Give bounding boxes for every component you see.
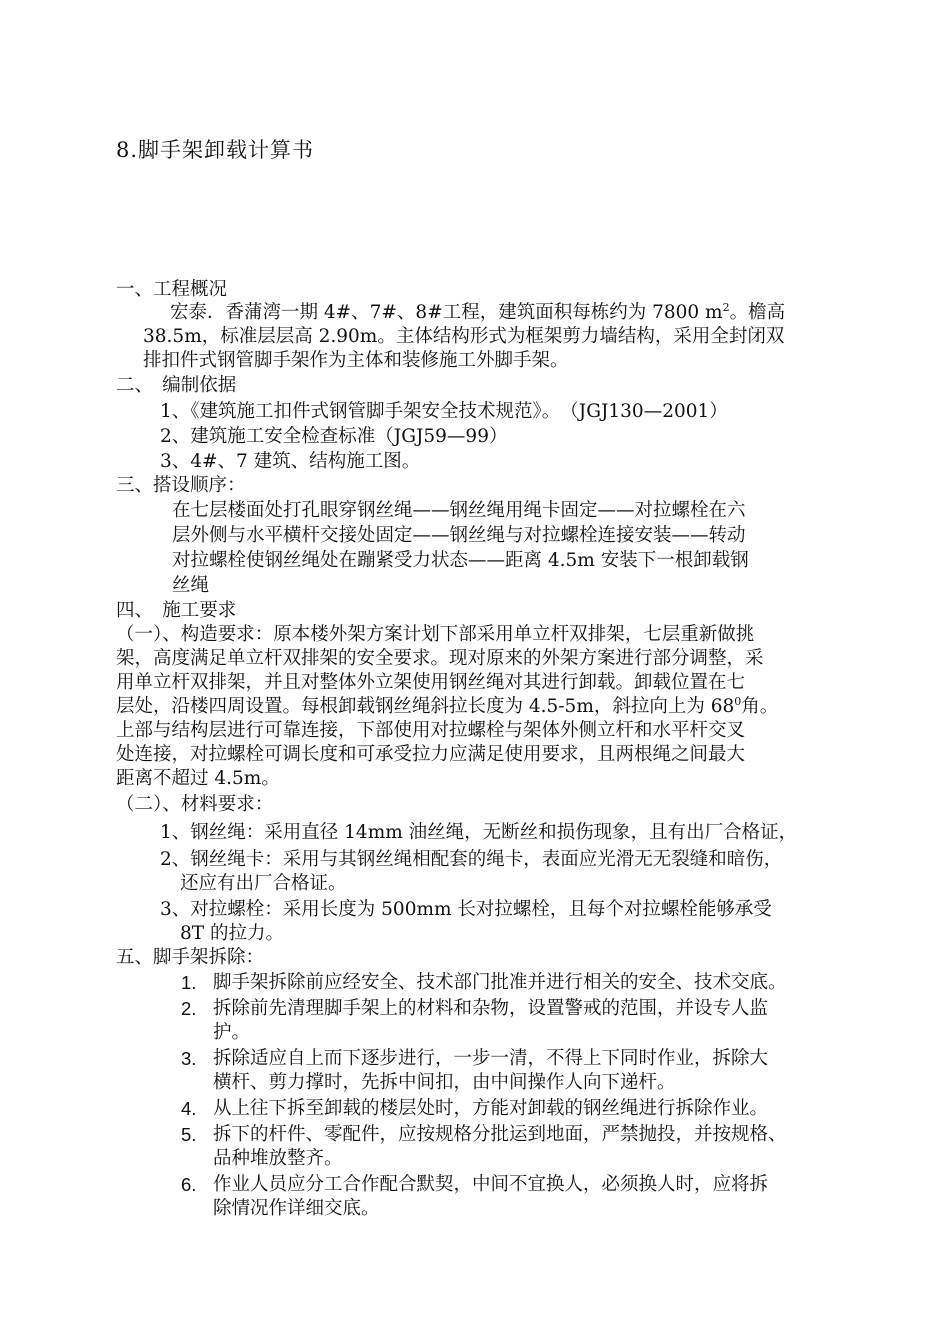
- section-1-heading: 一、工程概况: [116, 279, 228, 300]
- section-5-item: 从上往下拆至卸载的楼层处时，方能对卸载的钢丝绳进行拆除作业。: [213, 1098, 769, 1119]
- section-5-item-cont: 除情况作详细交底。: [213, 1198, 380, 1219]
- section-4a-line-tail: 角。: [741, 696, 779, 717]
- section-4a-line: 用单立杆双排架，并且对整体外立架使用钢丝绳对其进行卸载。卸载位置在七: [116, 672, 746, 693]
- section-4b-item-cont: 还应有出厂合格证。: [180, 873, 347, 894]
- section-5-item: 拆除适应自上而下逐步进行，一步一清，不得上下同时作业，拆除大: [213, 1048, 769, 1069]
- section-3-line: 对拉螺栓使钢丝绳处在蹦紧受力状态——距离 4.5m 安装下一根卸载钢: [172, 550, 749, 571]
- list-number: 1.: [181, 972, 197, 993]
- section-4a-line: 处连接，对拉螺栓可调长度和可承受拉力应满足使用要求，且两根绳之间最大: [116, 744, 746, 765]
- section-1-line-text: 宏泰．香蒲湾一期 4#、7#、8#工程，建筑面积每栋约为 7800 m: [170, 302, 723, 323]
- section-3-line: 在七层楼面处打孔眼穿钢丝绳——钢丝绳用绳卡固定——对拉螺栓在六: [172, 500, 746, 521]
- section-5-heading: 五、脚手架拆除：: [116, 947, 265, 968]
- section-4b-item: 2、钢丝绳卡：采用与其钢丝绳相配套的绳卡，表面应光滑无无裂缝和暗伤，: [160, 849, 783, 870]
- section-5-item: 脚手架拆除前应经安全、技术部门批准并进行相关的安全、技术交底。: [213, 972, 787, 993]
- section-4a-line: 上部与结构层进行可靠连接，下部使用对拉螺栓与架体外侧立杆和水平杆交叉: [116, 720, 746, 741]
- section-2-item: 3、4#、7 建筑、结构施工图。: [160, 451, 421, 472]
- list-number: 5.: [181, 1124, 197, 1145]
- section-3-line: 丝绳: [172, 575, 210, 596]
- section-5-item-cont: 品种堆放整齐。: [213, 1148, 343, 1169]
- section-5-item: 拆下的杆件、零配件，应按规格分批运到地面，严禁抛投，并按规格、: [213, 1124, 787, 1145]
- section-4a-line-text: 层处，沿楼四周设置。每根卸载钢丝绳斜拉长度为 4.5-5m，斜拉向上为 68: [116, 696, 735, 717]
- section-4b-item: 1、钢丝绳：采用直径 14mm 油丝绳，无断丝和损伤现象，且有出厂合格证，: [160, 822, 798, 843]
- section-3-line: 层外侧与水平横杆交接处固定——钢丝绳与对拉螺栓连接安装——转动: [172, 525, 746, 546]
- section-4a-line: （一）、构造要求：原本楼外架方案计划下部采用单立杆双排架，七层重新做挑: [116, 624, 755, 645]
- document-title: 8.脚手架卸载计算书: [116, 138, 315, 162]
- list-number: 4.: [181, 1098, 197, 1119]
- section-5-item: 拆除前先清理脚手架上的材料和杂物，设置警戒的范围，并设专人监: [213, 998, 769, 1019]
- section-5-item-cont: 护。: [213, 1022, 251, 1043]
- section-4a-line: [116, 695, 778, 719]
- section-4b-item-cont: 8T 的拉力。: [180, 923, 284, 944]
- section-4a-line: 距离不超过 4.5m。: [116, 768, 280, 789]
- degree-superscript: 0: [734, 694, 742, 708]
- section-1-line: 38.5m，标准层层高 2.90m。主体结构形式为框架剪力墙结构，采用全封闭双: [143, 326, 785, 347]
- section-2-heading: 二、 编制依据: [116, 375, 237, 396]
- section-2-item: 1、《建筑施工扣件式钢管脚手架安全技术规范》。 （JGJ130—2001）: [160, 401, 728, 422]
- list-number: 3.: [181, 1048, 197, 1069]
- section-4a-line: 架，高度满足单立杆双排架的安全要求。现对原来的外架方案进行部分调整，采: [116, 648, 764, 669]
- list-number: 6.: [181, 1174, 197, 1195]
- section-4b-item: 3、对拉螺栓：采用长度为 500mm 长对拉螺栓，且每个对拉螺栓能够承受: [160, 899, 772, 920]
- section-2-item: 2、建筑施工安全检查标准（JGJ59—99）: [160, 426, 508, 447]
- section-4-heading: 四、 施工要求: [116, 600, 237, 621]
- section-1-line-tail: 。檐高: [729, 302, 786, 323]
- section-4b-heading: （二）、材料要求：: [116, 794, 274, 815]
- section-5-item: 作业人员应分工合作配合默契，中间不宜换人，必须换人时，应将拆: [213, 1174, 769, 1195]
- section-1-line: 排扣件式钢管脚手架作为主体和装修施工外脚手架。: [143, 350, 569, 371]
- superscript-2: 2: [722, 300, 730, 314]
- section-1-line: [170, 301, 785, 325]
- list-number: 2.: [181, 998, 197, 1019]
- section-3-heading: 三、搭设顺序：: [116, 475, 246, 496]
- section-5-item-cont: 横杆、剪力撑时，先拆中间扣，由中间操作人向下递杆。: [213, 1072, 676, 1093]
